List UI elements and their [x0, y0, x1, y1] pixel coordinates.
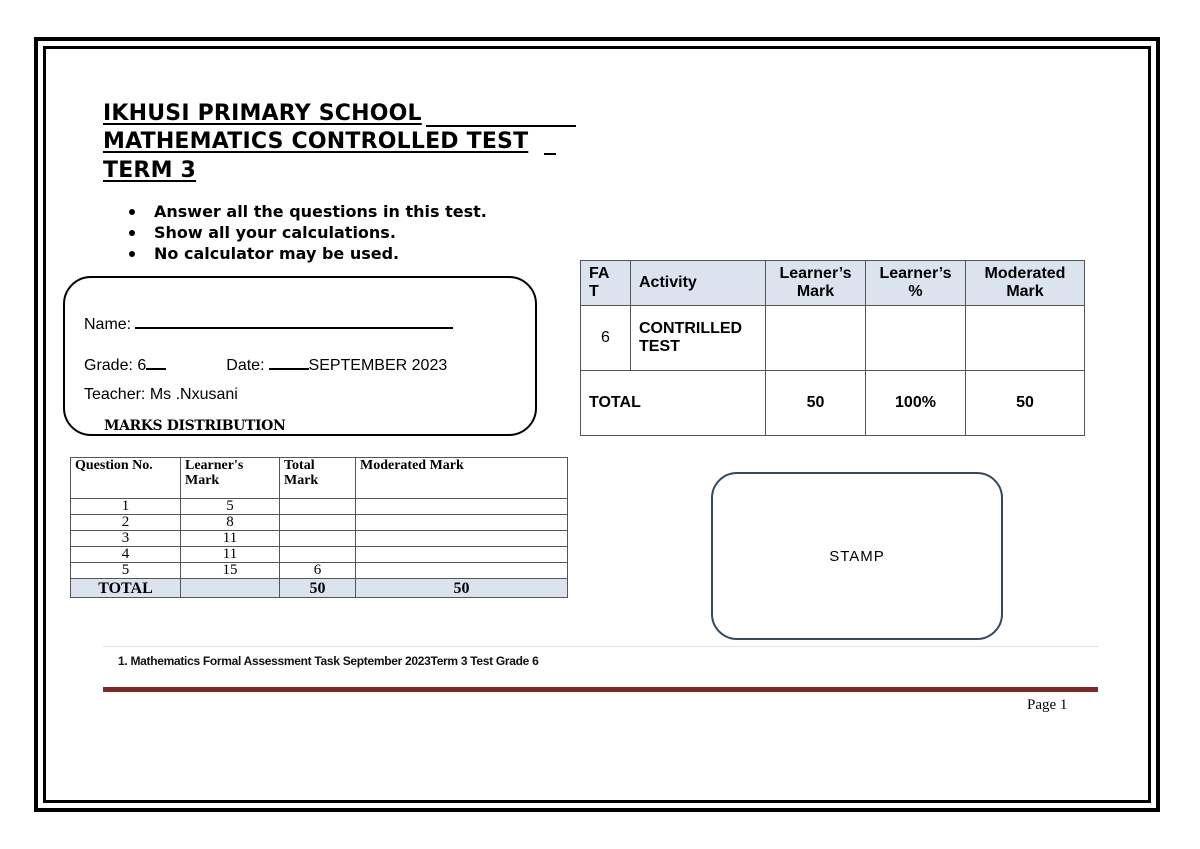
question-no: 5: [71, 563, 181, 579]
table-header: Learner’s %: [866, 261, 966, 306]
total-moderated-mark: 50: [356, 579, 568, 598]
test-title: MATHEMATICS CONTROLLED TEST: [103, 129, 528, 154]
learner-percent: [866, 306, 966, 371]
table-header: Learner’s Mark: [766, 261, 866, 306]
table-header: Question No.: [71, 458, 181, 499]
fat-summary-table: [580, 260, 1085, 436]
total-row: [71, 579, 568, 598]
fat-number: 6: [581, 306, 631, 371]
moderated-mark: [356, 547, 568, 563]
total-mark: [280, 547, 356, 563]
page-number: Page 1: [1027, 697, 1068, 713]
instruction-item: No calculator may be used.: [128, 243, 487, 264]
learner-mark: 11: [181, 547, 280, 563]
table-row: [71, 499, 568, 515]
question-no: 3: [71, 531, 181, 547]
total-mark: 6: [280, 563, 356, 579]
stamp-label: STAMP: [829, 547, 885, 565]
marks-distribution-heading: MARKS DISTRIBUTION: [104, 418, 286, 434]
table-row: [71, 547, 568, 563]
total-label: TOTAL: [581, 371, 766, 436]
total-percent: 100%: [866, 371, 966, 436]
grade-label: Grade: 6: [84, 357, 147, 374]
total-mark: [280, 499, 356, 515]
term-title: TERM 3: [103, 158, 197, 183]
moderated-mark: [966, 306, 1085, 371]
moderated-mark: [356, 563, 568, 579]
total-mark: [280, 515, 356, 531]
question-no: 4: [71, 547, 181, 563]
instruction-item: Answer all the questions in this test.: [128, 201, 487, 222]
table-header: Activity: [631, 261, 766, 306]
table-header: Total Mark: [280, 458, 356, 499]
learner-mark: 5: [181, 499, 280, 515]
date-blank[interactable]: [269, 354, 309, 370]
school-title: IKHUSI PRIMARY SCHOOL: [103, 101, 422, 126]
total-learner-mark: 50: [766, 371, 866, 436]
moderated-mark: [356, 515, 568, 531]
grade-date-line: [84, 354, 447, 375]
name-blank[interactable]: [135, 313, 453, 329]
learner-mark: 11: [181, 531, 280, 547]
table-row: [581, 306, 1085, 371]
total-learner-mark: [181, 579, 280, 598]
moderated-mark: [356, 531, 568, 547]
total-total-mark: 50: [280, 579, 356, 598]
teacher-label: Teacher: Ms .Nxusani: [84, 386, 238, 403]
instruction-item: Show all your calculations.: [128, 222, 487, 243]
name-label: Name:: [84, 316, 132, 333]
name-field[interactable]: [84, 313, 453, 334]
activity-name: CONTRILLED TEST: [631, 306, 766, 371]
grade-blank[interactable]: [146, 354, 166, 370]
total-moderated-mark: 50: [966, 371, 1085, 436]
question-no: 2: [71, 515, 181, 531]
table-header: Moderated Mark: [356, 458, 568, 499]
table-header: Moderated Mark: [966, 261, 1085, 306]
learner-mark: 8: [181, 515, 280, 531]
instructions-list: [128, 201, 487, 264]
table-row: [71, 531, 568, 547]
date-label: Date:: [226, 357, 265, 374]
total-label: TOTAL: [71, 579, 181, 598]
table-header: Learner's Mark: [181, 458, 280, 499]
table-header: FA T: [581, 261, 631, 306]
question-no: 1: [71, 499, 181, 515]
moderated-mark: [356, 499, 568, 515]
learner-mark: 15: [181, 563, 280, 579]
marks-distribution-table: [70, 457, 568, 598]
footnote-divider: [103, 646, 1098, 647]
learner-mark: [766, 306, 866, 371]
table-row: [71, 515, 568, 531]
footnote: 1. Mathematics Formal Assessment Task September 2023Term 3 Test Grade 6: [118, 654, 539, 668]
total-row: [581, 371, 1085, 436]
stamp-box: [711, 472, 1003, 640]
date-value: SEPTEMBER 2023: [308, 357, 448, 374]
total-mark: [280, 531, 356, 547]
footer-bar: [103, 687, 1098, 692]
table-row: [71, 563, 568, 579]
